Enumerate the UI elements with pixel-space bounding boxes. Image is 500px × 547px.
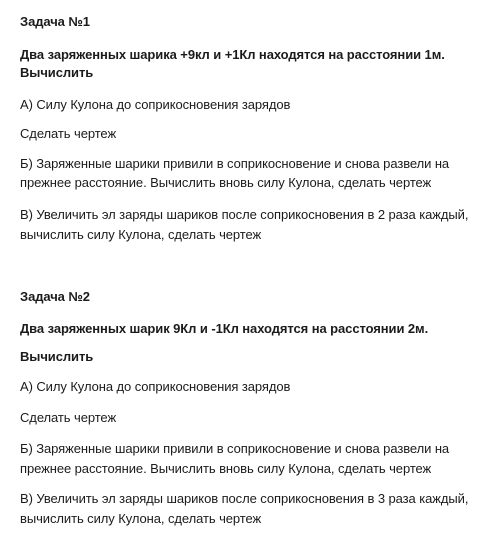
task1-drawing: Сделать чертеж: [20, 126, 117, 141]
task1-item-c-line2: вычислить силу Кулона, сделать чертеж: [20, 227, 262, 242]
task2-item-c-line2: вычислить силу Кулона, сделать чертеж: [20, 511, 262, 526]
task2-statement-line1: Два заряженных шарик 9Кл и -1Кл находятся на расстоянии 2м.: [20, 321, 429, 336]
task2-item-b-line1: Б) Заряженные шарики привили в соприкосновение и снова развели на: [20, 441, 450, 456]
task1-statement-line1: Два заряженных шарика +9кл и +1Кл находятся на расстоянии 1м.: [20, 47, 445, 62]
task1-statement-line2: Вычислить: [20, 65, 94, 80]
task2-item-a: А) Силу Кулона до соприкосновения зарядов: [20, 379, 291, 394]
task1-item-c-line1: В) Увеличить эл заряды шариков после соприкосновения в 2 раза каждый,: [20, 207, 469, 222]
task2-drawing: Сделать чертеж: [20, 410, 117, 425]
task1-title: Задача №1: [20, 14, 90, 29]
task2-item-c-line1: В) Увеличить эл заряды шариков после соприкосновения в 3 раза каждый,: [20, 491, 469, 506]
task2-item-b-line2: прежнее расстояние. Вычислить вновь силу Кулона, сделать чертеж: [20, 461, 432, 476]
task1-item-b-line2: прежнее расстояние. Вычислить вновь силу Кулона, сделать чертеж: [20, 175, 432, 190]
task1-item-a: А) Силу Кулона до соприкосновения зарядов: [20, 97, 291, 112]
task2-statement-line2: Вычислить: [20, 349, 94, 364]
task1-item-b-line1: Б) Заряженные шарики привили в соприкосновение и снова развели на: [20, 156, 450, 171]
task2-title: Задача №2: [20, 289, 90, 304]
